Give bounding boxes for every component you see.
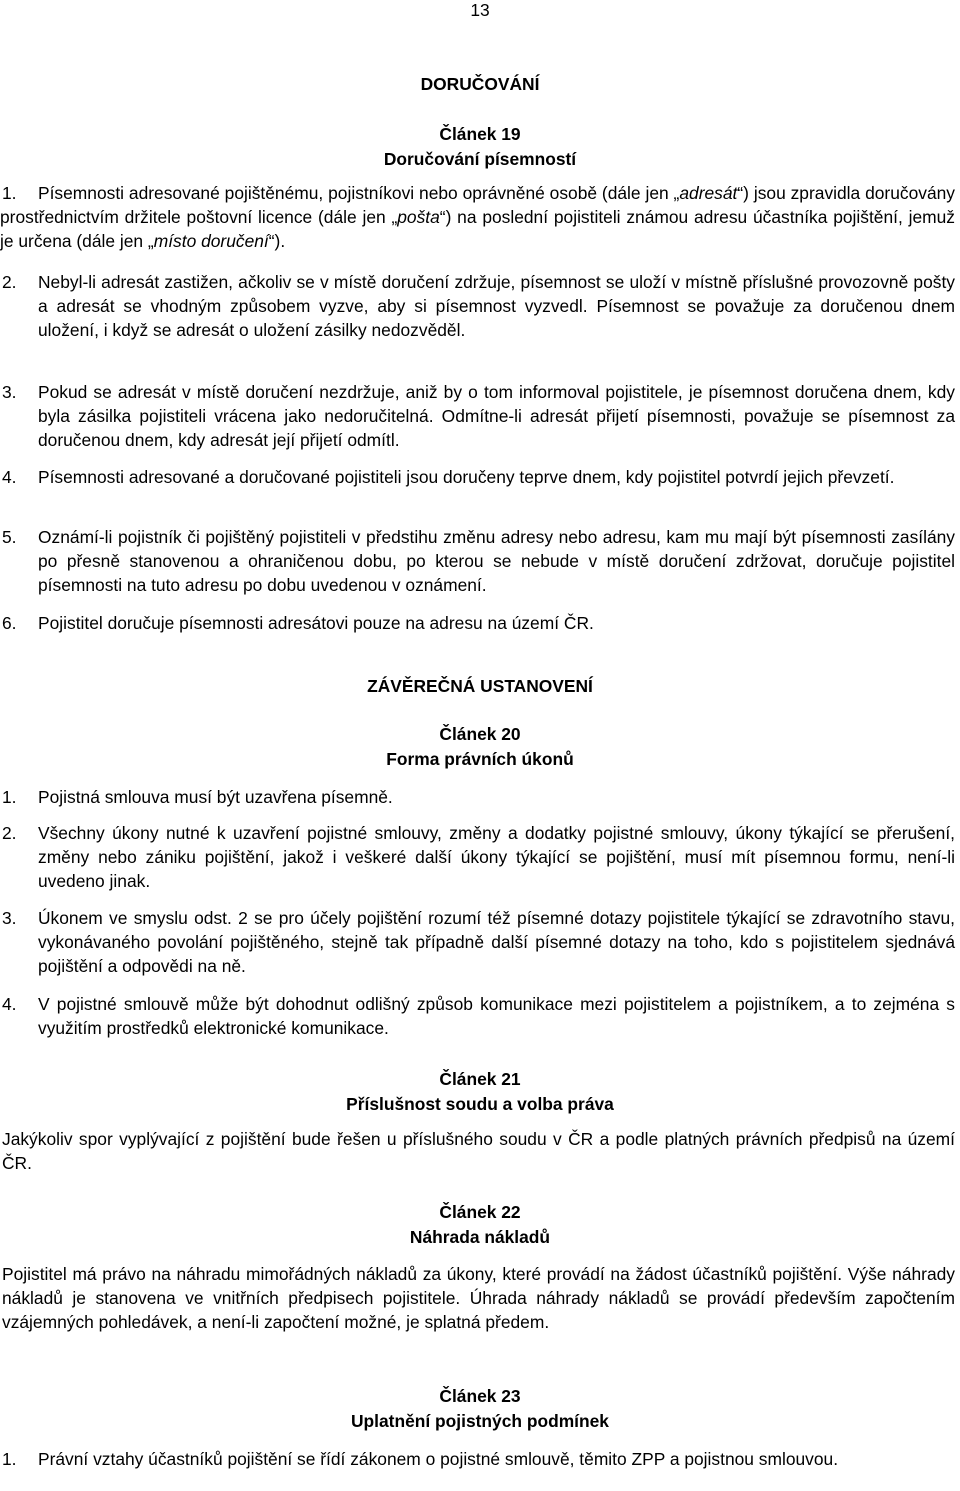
item-number: 2.	[2, 272, 17, 292]
article-19-item-4	[0, 465, 955, 489]
item-number: 1.	[2, 787, 17, 807]
article-22-heading	[0, 1200, 960, 1249]
article-19-item-3	[0, 380, 955, 453]
item-number: 1.	[2, 1449, 17, 1469]
item-text: Úkonem ve smyslu odst. 2 se pro účely pojištění rozumí též písemné dotazy pojistitele týkající se zdravotního stavu, vykonávaného povolání pojištěného, stejně tak případně další písemné dotazy na toho, kdo s pojistitelem sjednává pojištění a odpovědi na ně.	[38, 908, 955, 977]
item-text: Právní vztahy účastníků pojištění se řídí zákonem o pojistné smlouvě, těmito ZPP a pojistnou smlouvou.	[38, 1449, 839, 1469]
article-20-title: Forma právních úkonů	[386, 748, 574, 769]
article-19-item-2	[0, 270, 955, 343]
item-number: 3.	[2, 382, 17, 402]
item-text: Všechny úkony nutné k uzavření pojistné smlouvy, změny a dodatky pojistné smlouvy, úkony týkající se přerušení, změny nebo zániku pojištění, jakož i veškeré další úkony týkající se pojištění, musí mít písemnou formu, není-li uvedeno jinak.	[38, 823, 955, 892]
article-19-heading	[0, 122, 960, 171]
item-number: 6.	[2, 613, 17, 633]
item-number: 3.	[2, 908, 17, 928]
article-19-item-6	[0, 611, 955, 635]
article-22-text: Pojistitel má právo na náhradu mimořádných nákladů za úkony, které provádí na žádost účastníků pojištění. Výše náhrady nákladů je stanovena ve vnitřních předpisech pojistitele. Úhrada náhrady nákladů se provádí především započtením vzájemných pohledávek, a není-li započtení možné, je splatná předem.	[2, 1264, 955, 1333]
article-20-item-4	[0, 992, 955, 1040]
section-title-final-provisions: ZÁVĚREČNÁ USTANOVENÍ	[367, 676, 593, 696]
article-20-item-3	[0, 906, 955, 979]
article-19-item-5	[0, 525, 955, 598]
item-number: 2.	[2, 823, 17, 843]
item-text: Písemnosti adresované pojištěnému, pojistníkovi nebo oprávněné osobě (dále jen „adresát“) jsou zpravidla doručovány prostřednictvím držitele poštovní licence (dále jen „pošta“) na poslední pojistiteli známou adresu účastníka pojištění, jemuž je určena (dále jen „místo doručení“).	[0, 183, 955, 252]
article-20-heading	[0, 722, 960, 771]
section-title-delivery: DORUČOVÁNÍ	[420, 74, 540, 94]
article-21-label: Článek 21	[439, 1069, 521, 1089]
article-19-title: Doručování písemností	[383, 148, 577, 169]
item-number: 4.	[2, 467, 17, 487]
article-21-title: Příslušnost soudu a volba práva	[346, 1093, 614, 1114]
article-20-item-1	[0, 785, 955, 809]
item-text: Oznámí-li pojistník či pojištěný pojistiteli v předstihu změnu adresy nebo adresu, kam mu mají být písemnosti zasílány po přesně stanovenou a ohraničenou dobu, po kterou se nebude v místě doručení zdržovat, doručuje pojistitel písemnosti na tuto adresu po dobu uvedenou v oznámení.	[38, 527, 955, 596]
article-21-text: Jakýkoliv spor vyplývající z pojištění bude řešen u příslušného soudu v ČR a podle platných právních předpisů na území ČR.	[2, 1129, 955, 1174]
article-19-label: Článek 19	[439, 124, 521, 144]
item-text: V pojistné smlouvě může být dohodnut odlišný způsob komunikace mezi pojistitelem a pojistníkem, a to zejména s využitím prostředků elektronické komunikace.	[38, 994, 955, 1039]
item-text: Pojistitel doručuje písemnosti adresátovi pouze na adresu na území ČR.	[38, 613, 594, 633]
article-20-item-2	[0, 821, 955, 894]
article-23-heading	[0, 1384, 960, 1433]
article-22-title: Náhrada nákladů	[409, 1226, 551, 1247]
item-text: Nebyl-li adresát zastižen, ačkoliv se v místě doručení zdržuje, písemnost se uloží v místně příslušné provozovně pošty a adresát se vhodným způsobem vyzve, aby si písemnost vyzvedl. Písemnost se považuje za doručenou dnem uložení, i když se adresát o uložení zásilky nedozvěděl.	[38, 272, 955, 341]
article-23-label: Článek 23	[439, 1386, 521, 1406]
item-number: 5.	[2, 527, 17, 547]
article-23-item-1	[0, 1447, 955, 1471]
item-number: 1.	[2, 183, 17, 203]
item-text: Písemnosti adresované a doručované pojistiteli jsou doručeny teprve dnem, kdy pojistitel potvrdí jejich převzetí.	[38, 467, 895, 487]
item-number: 4.	[2, 994, 17, 1014]
item-text: Pojistná smlouva musí být uzavřena písemně.	[38, 787, 393, 807]
article-23-title: Uplatnění pojistných podmínek	[351, 1410, 609, 1431]
article-22-label: Článek 22	[439, 1202, 521, 1222]
item-text: Pokud se adresát v místě doručení nezdržuje, aniž by o tom informoval pojistitele, je písemnost doručena dnem, kdy byla zásilka pojistiteli vrácena jako nedoručitelná. Odmítne-li adresát přijetí písemnosti, považuje se písemnost za doručenou dnem, kdy adresát její přijetí odmítl.	[38, 382, 955, 451]
page-number: 13	[470, 0, 490, 20]
article-20-label: Článek 20	[439, 724, 521, 744]
article-19-item-1	[0, 181, 955, 254]
article-21-heading	[0, 1067, 960, 1116]
